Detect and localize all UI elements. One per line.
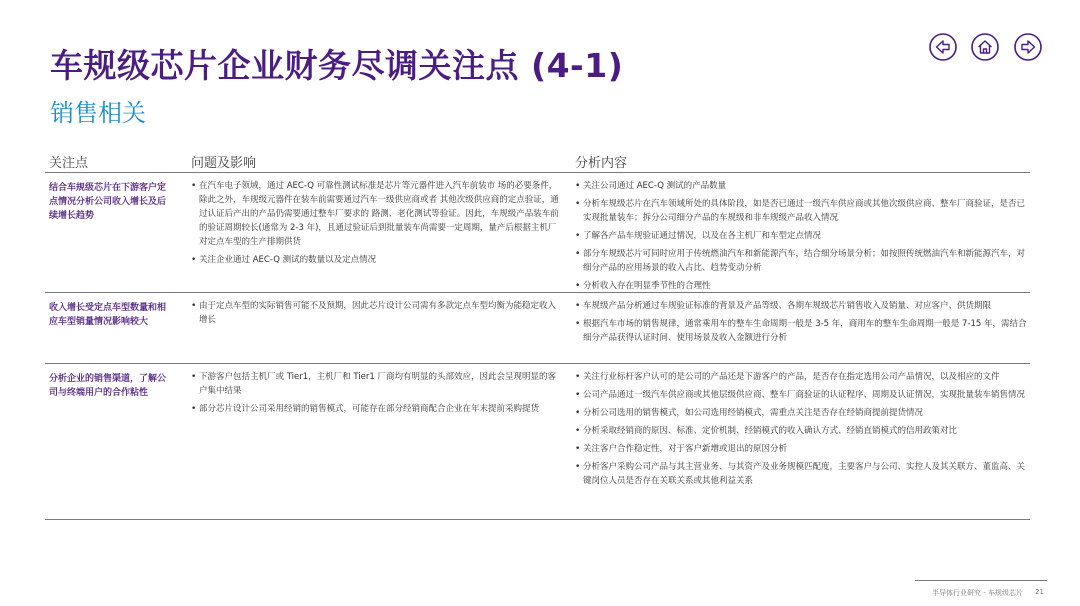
list-item: • 分析收入存在明显季节性的合理性 (575, 279, 1027, 293)
arrow-left-circle-icon (928, 32, 958, 62)
list-item: • 分析客户采购公司产品与其主营业务、与其资产及业务规模匹配度，主要客户与公司、实控人及其关联方、董监高、关键岗位人员是否存在关联关系或其他利益关系 (575, 460, 1027, 488)
list-item: • 关注企业通过 AEC-Q 测试的数量以及定点情况 (191, 253, 559, 267)
due-diligence-table (45, 150, 1030, 520)
row-focus: 分析企业的销售渠道，了解公司与终端用户的合作粘性 (49, 374, 167, 398)
list-item: • 下游客户包括主机厂或 Tier1，主机厂和 Tier1 厂商均有明显的头部效应，因此会呈现明显的客户集中结果 (191, 370, 559, 398)
list-item: • 公司产品通过一级汽车供应商或其他层级供应商、整车厂商验证的认证程序、周期及认证情况，实现批量装车销售情况 (575, 388, 1027, 402)
list-item: • 关注行业标杆客户认可的是公司的产品还是下游客户的产品，是否存在指定选用公司产品情况，以及相应的文件 (575, 370, 1027, 384)
page-number: 21 (1035, 588, 1044, 596)
table-header (45, 150, 1030, 173)
footer-text: 半导体行业研究 - 车规级芯片 (932, 589, 1023, 597)
prev-page-button[interactable] (928, 32, 958, 62)
row-focus: 收入增长受定点车型数量和相应车型销量情况影响较大 (49, 303, 167, 327)
row-focus: 结合车规级芯片在下游客户定点情况分析公司收入增长及后续增长趋势 (49, 183, 167, 221)
list-item: • 在汽车电子领域，通过 AEC-Q 可靠性测试标准是芯片等元器件进入汽车前装市 场的必要条件，除此之外，车规级元器件在装车前需要通过汽车一级供应商或者 其他次级供应商的定点验证，通过认证后产出的产品仍需要通过整车厂要求的 路测、老化测试等验证。因此，车规级产品装车前的验证周期较长(通常为 2-3 年)，且通过验证后到批量装车尚需要一定周期，量产后根据主机厂对定点车型的生产排期供货 (191, 179, 559, 249)
footer-divider (915, 580, 1047, 581)
list-item: • 分析采取经销商的原因、标准、定价机制、经销模式的收入确认方式、经销直销模式的信用政策对比 (575, 424, 1027, 438)
column-header-issues: 问题及影响 (191, 156, 257, 171)
table-row (45, 173, 1030, 293)
list-item: • 部分车规级芯片可同时应用于传统燃油汽车和新能源汽车，结合细分场景分析；如按照传统燃油汽车和新能源汽车，对细分产品的应用场景的收入占比、趋势变动分析 (575, 247, 1027, 275)
list-item: • 部分芯片设计公司采用经销的销售模式，可能存在部分经销商配合企业在年末提前采购提货 (191, 402, 559, 416)
list-item: • 分析车规级芯片在汽车领域所处的具体阶段，如是否已通过一级汽车供应商或其他次级供应商、整车厂商验证，是否已实现批量装车；拆分公司细分产品的车规级和非车规级产品收入情况 (575, 197, 1027, 225)
list-item: • 了解各产品车规验证通过情况，以及在各主机厂和车型定点情况 (575, 229, 1027, 243)
row-analysis (575, 179, 1027, 297)
row-analysis (575, 299, 1027, 349)
next-page-button[interactable] (1013, 32, 1043, 62)
list-item: • 车规级产品分析通过车规验证标准的背景及产品等级、各期车规级芯片销售收入及销量、对应客户、供货期限 (575, 299, 1027, 313)
column-header-focus: 关注点 (49, 156, 89, 171)
list-item: • 由于定点车型的实际销售可能不及预期，因此芯片设计公司需有多款定点车型均衡为能稳定收入增长 (191, 299, 559, 327)
page-title: 车规级芯片企业财务尽调关注点 (4-1) (50, 46, 624, 85)
row-issues (191, 299, 559, 331)
list-item: • 关注公司通过 AEC-Q 测试的产品数量 (575, 179, 1027, 193)
home-circle-icon (970, 32, 1000, 62)
row-issues (191, 179, 559, 271)
arrow-right-circle-icon (1013, 32, 1043, 62)
table-row (45, 364, 1030, 520)
column-header-analysis: 分析内容 (575, 156, 628, 171)
table-row (45, 293, 1030, 364)
list-item: • 关注客户合作稳定性，对于客户新增或退出的原因分析 (575, 442, 1027, 456)
list-item: • 根据汽车市场的销售规律，通常乘用车的整车生命周期一般是 3-5 年，商用车的整车生命周期一般是 7-15 年，需结合细分产品获得认证时间、使用场景及收入金额进行分析 (575, 317, 1027, 345)
page-subtitle: 销售相关 (50, 99, 146, 127)
list-item: • 分析公司选用的销售模式，如公司选用经销模式，需重点关注是否存在经销商提前提货情况 (575, 406, 1027, 420)
row-issues (191, 370, 559, 420)
row-analysis (575, 370, 1027, 492)
home-button[interactable] (970, 32, 1000, 62)
